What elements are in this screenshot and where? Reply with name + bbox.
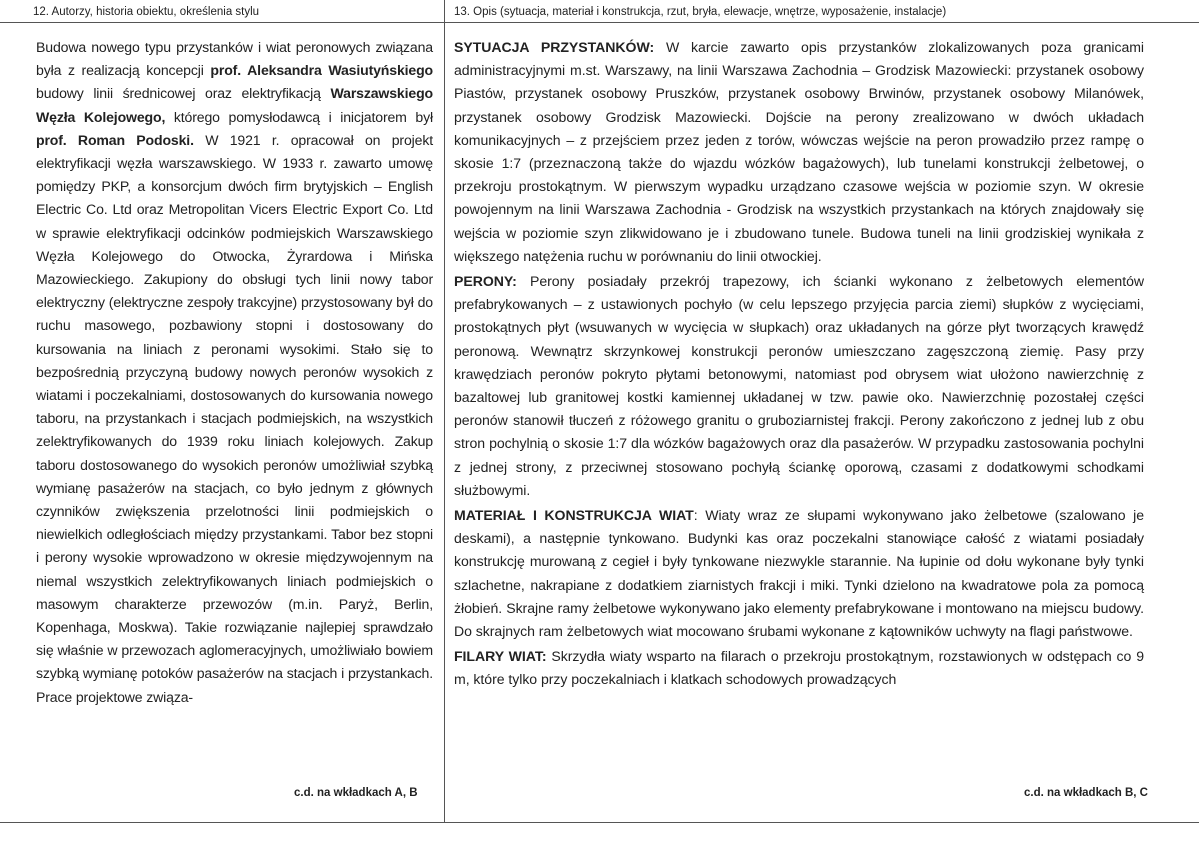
left-continuation-note: c.d. na wkładkach A, B: [294, 787, 418, 799]
history-paragraph: [36, 36, 433, 709]
right-column-header: 13. Opis (sytuacja, materiał i konstrukcja, rzut, bryła, elewacje, wnętrze, wyposażenie, instalacje): [454, 6, 947, 18]
section-text: Perony posiadały przekrój trapezowy, ich ścianki wykonano z żelbetowych elementów prefabrykowanych – z ustawionych pochyło (w celu lepszego przyjęcia parcia ziemi) słupków z wycięciami, prostokątnych płyt (wsuwanych w wycięcia w słupkach) oraz układanych na górze płyt tworzących krawędź peronową. Wewnątrz skrzynkowej konstrukcji peronów umieszczano zagęszczoną ziemię. Pasy przy krawędziach peronów pokryto płytami betonowymi, natomiast pod obrysem wiat ułożono nawierzchnię z bazaltowej lub granitowej kostki kamiennej układanej w tzw. pawie oko. Nawierzchnię pozostałej części peronów stanowił tłuczeń z różowego granitu o gruboziarnistej frakcji. Perony zakończono z jednej lub z obu stron pochylnią o skosie 1:7 dla wózków bagażowych oraz dla pasażerów. W przypadku zastosowania pochylni z jednej strony, z przeciwnej stosowano pochyłą ściankę oporową, czasami z dodatkowymi schodkami służbowymi.: [454, 273, 1144, 498]
bottom-rule: [0, 822, 1199, 823]
author-name: prof. Roman Podoski.: [36, 131, 194, 148]
description-text: [454, 36, 1144, 694]
section-text: W karcie zawarto opis przystanków zlokalizowanych poza granicami administracyjnymi m.st. Warszawy, na linii Warszawa Zachodnia – Grodzisk Mazowiecki: przystanek osobowy Piastów, przystanek osobowy Pruszków, przystanek osobowy Brwinów, przystanek osobowy Milanówek, przystanek osobowy Grodzisk Mazowiecki. Dojście na perony zrealizowano w dwóch układach komunikacyjnych – z przejściem przez jeden z torów, wówczas wejście na peron prowadziło przez rampę o skosie 1:7 (przeznaczoną także do wjazdu wózków bagażowych), lub tunelami konstrukcji żelbetowej, o przekroju prostokątnym. W pierwszym wypadku urządzano czasowe wejścia w poziomie szyn. W okresie powojennym na linii Warszawa Zachodnia - Grodzisk na wszystkich przystankach na których znajdowały się wejścia w poziomie szyn zlikwidowano je i zbudowano tunele. Budowa tuneli na linii grodziskiej wynikała z większego natężenia ruchu w porównaniu do linii otwockiej.: [454, 39, 1145, 264]
text-run: którego pomysłodawcą i inicjatorem był: [165, 108, 433, 125]
text-run: W 1921 r. opracował on projekt elektryfikacji węzła warszawskiego. W 1933 r. zawarto umowę pomiędzy PKP, a konsorcjum dwóch firm brytyjskich – English Electric Co. Ltd oraz Metropolitan Vicers Electric Export Co. Ltd w sprawie elektryfikacji odcinków podmiejskich Warszawskiego Węzła Kolejowego do Otwocka, Żyrardowa i Mińska Mazowieckiego. Zakupiony do obsługi tych linii nowy tabor elektryczny (elektryczne zespoły trakcyjne) przystosowany był do ruchu masowego, pozbawiony stopni i dostosowany do kursowania na liniach z peronami wysokimi. Stało się to bezpośrednią przyczyną budowy nowych peronów wysokich z wiatami i poczekalniami, dostosowanych do kursowania nowego taboru, na przystankach i stacjach podmiejskich, na wszystkich zelektryfikowanych do 1939 roku liniach kolejowych. Zakup taboru dostosowanego do wysokich peronów umożliwiał szybką wymianę pasażerów na stacjach, co było jednym z głównych czynników zwiększenia przelotności linii podmiejskich o niewielkich odległościach między przystankami. Tabor bez stopni i perony wysokie wprowadzono w okresie międzywojennym na niemal wszystkich zelektryfikowanych liniach podmiejskich o masowym charakterze przewozów (m.in. Paryż, Berlin, Kopenhaga, Moskwa). Takie rozwiązanie najlepiej sprawdzało się właśnie w przewozach aglomeracyjnych, umożliwiało bowiem szybką wymianę potoków pasażerów na stacjach i przystankach. Prace projektowe związa-: [36, 131, 433, 705]
right-continuation-note: c.d. na wkładkach B, C: [1024, 787, 1148, 799]
section-text: : Wiaty wraz ze słupami wykonywano jako żelbetowe (szalowano je deskami), a następnie tynkowano. Budynki kas oraz poczekalni stanowiące całość z wiatami posiadały konstrukcję murowaną z cegieł i były tynkowane niezwykle starannie. Na łupinie od dołu wykonane były tynki szlachetne, nakrapiane z dodatkiem ziarnistych frakcji i miki. Tynki dzielono na kwadratowe pola za pomocą żłobień. Skrajne ramy żelbetowe wykonywano jako elementy prefabrykowane i montowano na miejscu budowy. Do skrajnych ram żelbetowych wiat mocowano śrubami wykonane z kątowników uchwyty na flagi państwowe.: [454, 507, 1144, 640]
section-situation: [454, 36, 1144, 268]
section-pillars: [454, 645, 1144, 691]
section-materials: [454, 504, 1144, 643]
author-name: prof. Aleksandra Wasiutyńskiego: [210, 62, 434, 79]
section-heading: FILARY WIAT:: [454, 648, 547, 665]
left-column-header: 12. Autorzy, historia obiektu, określenia stylu: [33, 6, 260, 18]
header-rule: [0, 22, 1199, 23]
section-heading: MATERIAŁ I KONSTRUKCJA WIAT: [454, 507, 694, 524]
text-run: budowy linii średnicowej oraz elektryfikacją: [36, 85, 331, 102]
section-text: Skrzydła wiaty wsparto na filarach o przekroju prostokątnym, rozstawionych w odstępach co 9 m, które tylko przy poczekalniach i klatkach schodowych prowadzących: [454, 648, 1144, 688]
section-heading: PERONY:: [454, 273, 517, 290]
text-run: Budowa nowego typu przystanków i wiat peronowych związana była z realizacją koncepcji: [36, 39, 433, 79]
history-text: [36, 36, 433, 709]
column-divider: [444, 0, 445, 822]
section-platforms: [454, 270, 1144, 502]
railway-node-name: Warszawskiego Węzła Kolejowego,: [36, 85, 433, 125]
section-heading: SYTUACJA PRZYSTANKÓW:: [454, 39, 655, 55]
